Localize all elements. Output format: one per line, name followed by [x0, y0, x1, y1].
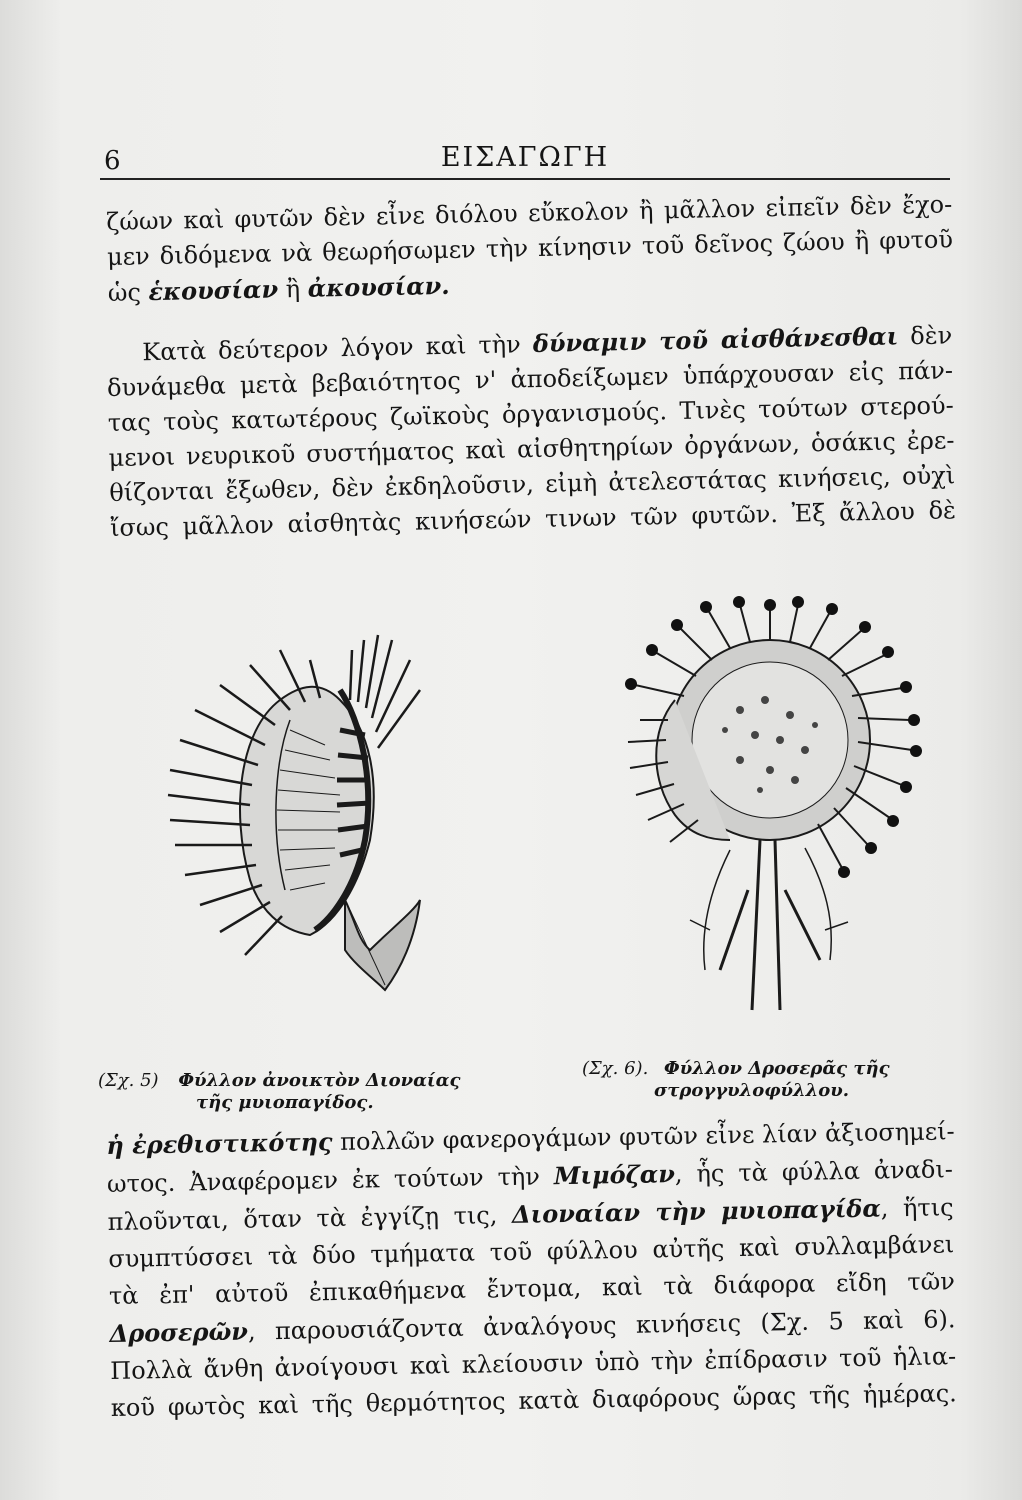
text-line: ζώων καὶ φυτῶν δὲν εἶνε διόλου εὔκολον ἢ μᾶλλον εἰπεῖν δὲν ἔχο- — [106, 190, 953, 236]
figure-6-drosera-leaf — [580, 590, 960, 1020]
figure-title: Φύλλον Δροσερᾶς τῆς — [664, 1058, 890, 1079]
text-line: δυνάμεθα μετὰ βεβαιότητος ν' ἀποδείξωμεν ὑπάρχουσαν εἰς πάν- — [106, 356, 954, 402]
text-fragment: , ἥτις — [880, 1193, 954, 1223]
emphasis-text: Μιμόζαν — [553, 1159, 676, 1191]
text-line: θίζονται ἔξωθεν, δὲν ἐκδηλοῦσιν, εἰμὴ ἀτελεστάτας κινήσεις, οὐχὶ — [109, 461, 956, 507]
figure-title: τῆς μυιοπαγίδος. — [196, 1092, 374, 1113]
figure-title: Φύλλον ἀνοικτὸν Διοναίας — [178, 1070, 461, 1091]
text-fragment: δὲν — [897, 321, 953, 351]
text-line: μενοι νευρικοῦ συστήματος καὶ αἰσθητηρίων ὀργάνων, ὁσάκις ἐρε- — [108, 426, 955, 472]
emphasis-text: Διοναίαν τὴν μυιοπαγίδα — [511, 1193, 882, 1229]
text-line: ἴσως μᾶλλον αἰσθητὰς κινήσεών τινων τῶν φυτῶν. Ἐξ ἄλλου δὲ — [109, 496, 957, 542]
text-fragment: ωτος. Ἀναφέρομεν ἐκ τούτων τὴν — [106, 1162, 555, 1198]
figure-number: (Σχ. 5) — [98, 1070, 159, 1091]
text-line: τας τοὺς κατωτέρους ζωϊκοὺς ὀργανισμούς. Τινὲς τούτων στερού- — [107, 391, 954, 437]
running-title: ΕΙΣΑΓΩΓΗ — [440, 142, 610, 173]
emphasis-text: ἡ ἐρεθιστικότης — [106, 1127, 333, 1160]
indent — [107, 360, 143, 361]
text-line: μεν διδόμενα νὰ θεωρήσωμεν τὴν κίνησιν τοῦ δεῖνος ζώου ἢ φυτοῦ — [106, 225, 954, 271]
text-fragment: πολλῶν φανερογάμων φυτῶν εἶνε λίαν ἀξιοσημεί- — [332, 1117, 955, 1157]
header-rule — [100, 178, 950, 180]
page-number: 6 — [104, 146, 121, 176]
figure-number: (Σχ. 6). — [582, 1058, 649, 1079]
emphasis-text: Δροσερῶν — [109, 1316, 249, 1348]
paragraph-2 — [106, 317, 956, 546]
emphasis-text: ἑκουσίαν — [148, 274, 279, 307]
emphasis-text: δύναμιν τοῦ αἰσθάνεσθαι — [532, 321, 899, 359]
figure-5-caption — [98, 1070, 528, 1114]
text-line: κοῦ φωτὸς καὶ τῆς θερμότητος κατὰ διαφόρους ὥρας τῆς ἡμέρας. — [110, 1379, 958, 1422]
text-fragment: πλοῦνται, ὅταν τὰ ἐγγίζῃ τις, — [107, 1200, 513, 1236]
text-fragment: , παρουσιάζοντα ἀναλόγους κινήσεις (Σχ. 5 καὶ 6). — [247, 1305, 956, 1346]
page-header — [100, 128, 950, 182]
text-line: συμπτύσσει τὰ δύο τμήματα τοῦ φύλλου αὐτῆς καὶ συλλαμβάνει — [108, 1230, 955, 1273]
figure-title: στρογγυλοφύλλου. — [654, 1080, 850, 1101]
emphasis-text: ἀκουσίαν. — [307, 270, 450, 303]
figure-6-caption — [582, 1058, 962, 1102]
text-fragment: ἢ — [277, 274, 309, 304]
text-fragment: , ἧς τὰ φύλλα ἀναδι- — [674, 1155, 954, 1189]
paragraph-3 — [106, 1112, 957, 1427]
paragraph-1 — [106, 187, 954, 311]
text-fragment: Κατὰ δεύτερον λόγον καὶ τὴν — [142, 330, 534, 367]
text-line: τὰ ἐπ' αὐτοῦ ἐπικαθήμενα ἔντομα, καὶ τὰ διάφορα εἴδη τῶν — [108, 1267, 956, 1310]
text-line: Πολλὰ ἄνθη ἀνοίγουσι καὶ κλείουσιν ὑπὸ τὴν ἐπίδρασιν τοῦ ἡλια- — [110, 1342, 957, 1385]
text-fragment: ὡς — [107, 278, 149, 307]
figure-5-dionaea-leaf — [140, 580, 480, 1010]
